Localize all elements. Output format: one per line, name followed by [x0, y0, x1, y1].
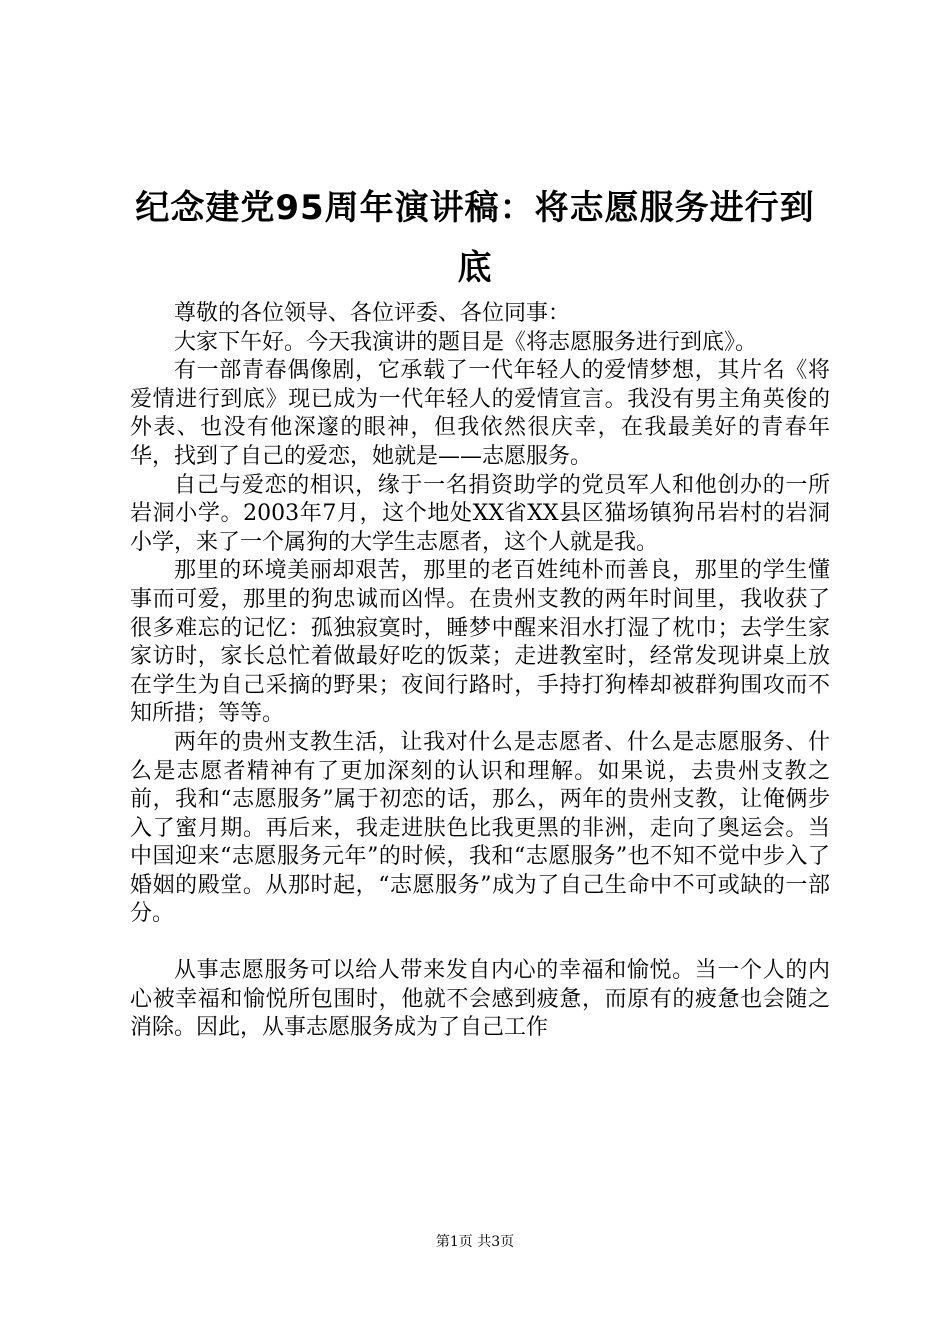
body-paragraph: 那里的环境美丽却艰苦，那里的老百姓纯朴而善良，那里的学生懂事而可爱，那里的狗忠诚而凶悍。在贵州支教的两年时间里，我收获了很多难忘的记忆：孤独寂寞时，睡梦中醒来泪水打湿了枕巾；去学生家家访时，家长总忙着做最好吃的饭菜；走进教室时，经常发现讲桌上放在学生为自己采摘的野果；夜间行路时，手持打狗棒却被群狗围攻而不知所措；等等。	[130, 558, 830, 727]
body-paragraph: 从事志愿服务可以给人带来发自内心的幸福和愉悦。当一个人的内心被幸福和愉悦所包围时，他就不会感到疲惫，而原有的疲惫也会随之消除。因此，从事志愿服务成为了自己工作	[130, 958, 830, 1041]
document-title: 纪念建党95周年演讲稿：将志愿服务进行到底	[135, 188, 815, 288]
body-paragraph: 大家下午好。今天我演讲的题目是《将志愿服务进行到底》。	[174, 329, 758, 355]
document-body	[130, 300, 830, 1043]
body-paragraph: 自己与爱恋的相识，缘于一名捐资助学的党员军人和他创办的一所岩洞小学。2003年7月，这个地处XX省XX县区猫场镇狗吊岩村的岩洞小学，来了一个属狗的大学生志愿者，这个人就是我。	[130, 472, 830, 555]
page-footer: 第1页 共3页	[435, 1234, 515, 1250]
body-paragraph: 两年的贵州支教生活，让我对什么是志愿者、什么是志愿服务、什么是志愿者精神有了更加深刻的认识和理解。如果说，去贵州支教之前，我和“志愿服务”属于初恋的话，那么，两年的贵州支教，让俺俩步入了蜜月期。再后来，我走进肤色比我更黑的非洲，走向了奥运会。当中国迎来“志愿服务元年”的时候，我和“志愿服务”也不知不觉中步入了婚姻的殿堂。从那时起，“志愿服务”成为了自己生命中不可或缺的一部分。	[130, 729, 830, 927]
body-paragraph: 有一部青春偶像剧，它承载了一代年轻人的爱情梦想，其片名《将爱情进行到底》现已成为一代年轻人的爱情宣言。我没有男主角英俊的外表、也没有他深邃的眼神，但我依然很庆幸，在我最美好的青春年华，找到了自己的爱恋，她就是——志愿服务。	[130, 358, 830, 469]
salutation-paragraph: 尊敬的各位领导、各位评委、各位同事：	[174, 301, 571, 326]
